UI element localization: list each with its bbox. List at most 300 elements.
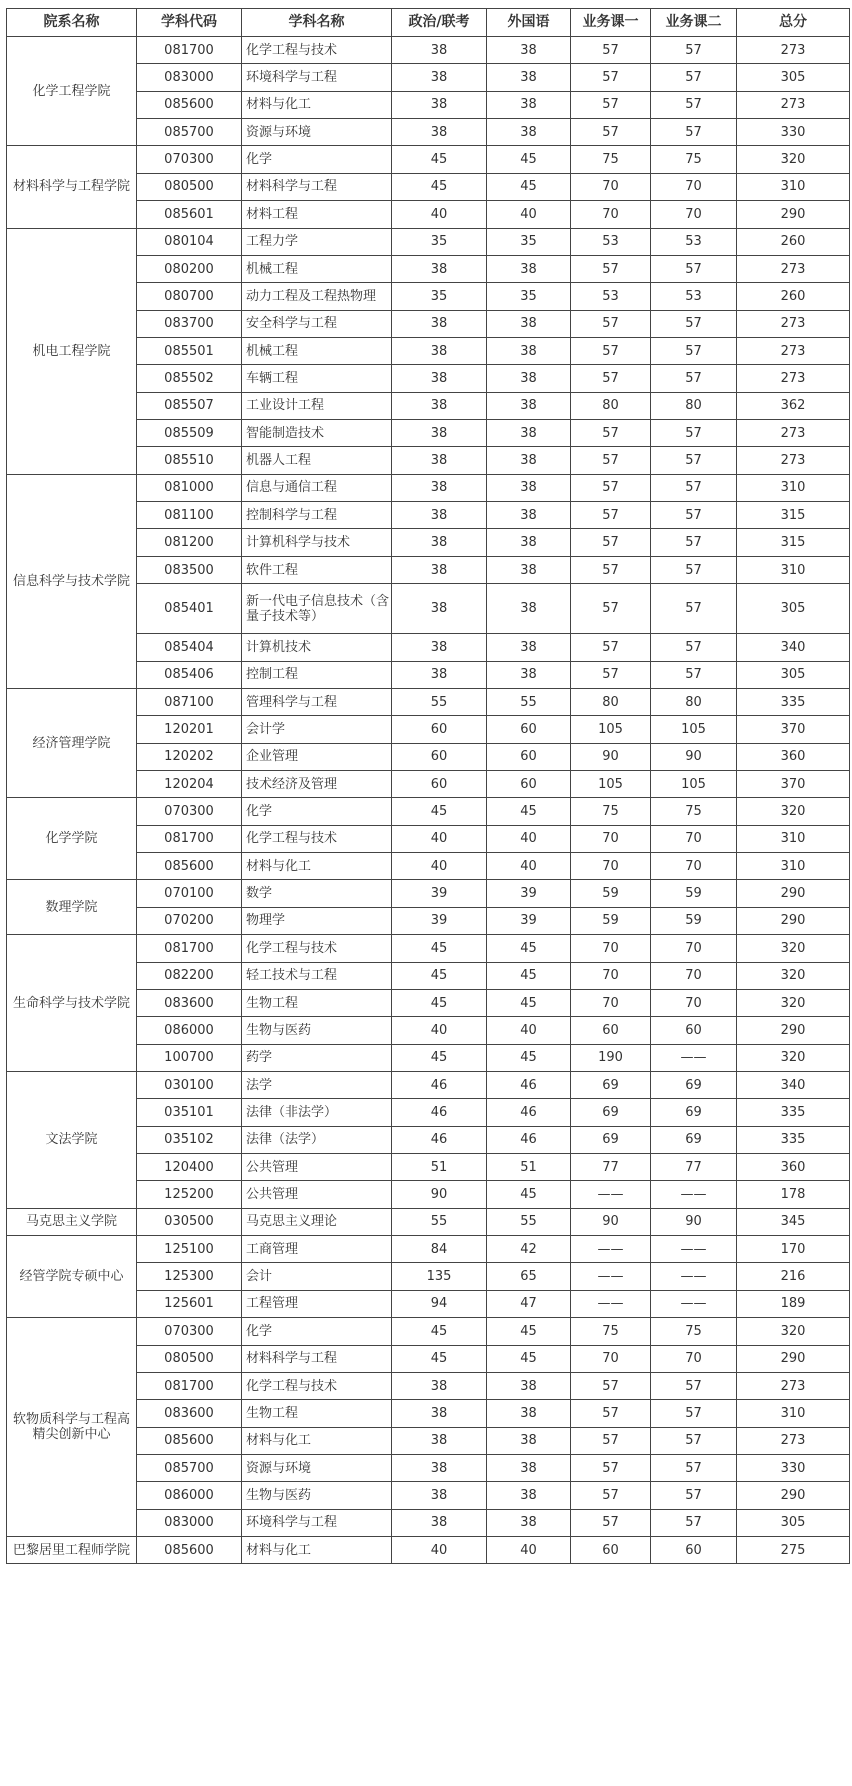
subject-cell: 计算机科学与技术 bbox=[242, 529, 392, 556]
politics-cell: 40 bbox=[392, 853, 487, 880]
subject-cell: 材料与化工 bbox=[242, 1537, 392, 1564]
code-cell: 085600 bbox=[137, 1427, 242, 1454]
code-cell: 085406 bbox=[137, 661, 242, 688]
code-cell: 085507 bbox=[137, 392, 242, 419]
course2-cell: 59 bbox=[651, 880, 737, 907]
course2-cell: 57 bbox=[651, 529, 737, 556]
politics-cell: 46 bbox=[392, 1099, 487, 1126]
subject-cell: 管理科学与工程 bbox=[242, 688, 392, 715]
institute-name-cell: 数理学院 bbox=[7, 880, 137, 935]
course1-cell: 70 bbox=[571, 201, 651, 228]
course2-cell: 57 bbox=[651, 310, 737, 337]
subject-cell: 机械工程 bbox=[242, 337, 392, 364]
institute-name-cell: 软物质科学与工程高精尖创新中心 bbox=[7, 1318, 137, 1537]
subject-cell: 技术经济及管理 bbox=[242, 770, 392, 797]
course1-cell: 57 bbox=[571, 365, 651, 392]
table-row bbox=[7, 688, 850, 715]
code-cell: 081100 bbox=[137, 502, 242, 529]
foreign-cell: 38 bbox=[487, 1509, 571, 1536]
total-cell: 290 bbox=[737, 1482, 850, 1509]
course1-cell: 57 bbox=[571, 529, 651, 556]
course1-cell: 57 bbox=[571, 37, 651, 64]
table-row bbox=[7, 1537, 850, 1564]
subject-cell: 工程管理 bbox=[242, 1290, 392, 1317]
subject-cell: 软件工程 bbox=[242, 556, 392, 583]
foreign-cell: 38 bbox=[487, 634, 571, 661]
subject-cell: 车辆工程 bbox=[242, 365, 392, 392]
politics-cell: 40 bbox=[392, 825, 487, 852]
course1-cell: 77 bbox=[571, 1154, 651, 1181]
foreign-cell: 45 bbox=[487, 935, 571, 962]
code-cell: 125601 bbox=[137, 1290, 242, 1317]
politics-cell: 45 bbox=[392, 1345, 487, 1372]
institute-name-cell: 马克思主义学院 bbox=[7, 1208, 137, 1235]
politics-cell: 55 bbox=[392, 1208, 487, 1235]
total-cell: 320 bbox=[737, 989, 850, 1016]
table-row bbox=[7, 1071, 850, 1098]
course2-cell: 70 bbox=[651, 989, 737, 1016]
course2-cell: 57 bbox=[651, 365, 737, 392]
politics-cell: 38 bbox=[392, 310, 487, 337]
foreign-cell: 39 bbox=[487, 907, 571, 934]
code-cell: 085509 bbox=[137, 420, 242, 447]
politics-cell: 38 bbox=[392, 474, 487, 501]
subject-cell: 工业设计工程 bbox=[242, 392, 392, 419]
code-cell: 070100 bbox=[137, 880, 242, 907]
subject-cell: 材料工程 bbox=[242, 201, 392, 228]
course1-cell: 57 bbox=[571, 64, 651, 91]
course1-cell: 190 bbox=[571, 1044, 651, 1071]
course1-cell: 80 bbox=[571, 688, 651, 715]
code-cell: 086000 bbox=[137, 1017, 242, 1044]
politics-cell: 45 bbox=[392, 173, 487, 200]
course2-cell: —— bbox=[651, 1263, 737, 1290]
total-cell: 273 bbox=[737, 337, 850, 364]
code-cell: 085401 bbox=[137, 584, 242, 634]
code-cell: 035101 bbox=[137, 1099, 242, 1126]
total-cell: 260 bbox=[737, 228, 850, 255]
course1-cell: 57 bbox=[571, 661, 651, 688]
foreign-cell: 38 bbox=[487, 365, 571, 392]
institute-name-cell: 化学学院 bbox=[7, 798, 137, 880]
table-row bbox=[7, 798, 850, 825]
foreign-cell: 35 bbox=[487, 228, 571, 255]
course1-cell: 69 bbox=[571, 1099, 651, 1126]
politics-cell: 45 bbox=[392, 935, 487, 962]
total-cell: 290 bbox=[737, 201, 850, 228]
foreign-cell: 45 bbox=[487, 146, 571, 173]
course2-cell: 69 bbox=[651, 1099, 737, 1126]
total-cell: 305 bbox=[737, 64, 850, 91]
politics-cell: 38 bbox=[392, 119, 487, 146]
politics-cell: 38 bbox=[392, 1372, 487, 1399]
foreign-cell: 46 bbox=[487, 1099, 571, 1126]
foreign-cell: 40 bbox=[487, 1017, 571, 1044]
header-course-two: 业务课二 bbox=[651, 9, 737, 37]
foreign-cell: 40 bbox=[487, 825, 571, 852]
politics-cell: 45 bbox=[392, 989, 487, 1016]
course2-cell: 57 bbox=[651, 91, 737, 118]
course1-cell: 75 bbox=[571, 146, 651, 173]
course2-cell: 105 bbox=[651, 716, 737, 743]
header-course-one: 业务课一 bbox=[571, 9, 651, 37]
course2-cell: 57 bbox=[651, 337, 737, 364]
foreign-cell: 45 bbox=[487, 1345, 571, 1372]
table-row bbox=[7, 474, 850, 501]
subject-cell: 资源与环境 bbox=[242, 1454, 392, 1481]
subject-cell: 马克思主义理论 bbox=[242, 1208, 392, 1235]
course1-cell: 53 bbox=[571, 228, 651, 255]
institute-name-cell: 文法学院 bbox=[7, 1071, 137, 1208]
politics-cell: 38 bbox=[392, 556, 487, 583]
total-cell: 315 bbox=[737, 502, 850, 529]
subject-cell: 机器人工程 bbox=[242, 447, 392, 474]
course1-cell: 57 bbox=[571, 310, 651, 337]
code-cell: 030500 bbox=[137, 1208, 242, 1235]
code-cell: 085510 bbox=[137, 447, 242, 474]
course2-cell: 57 bbox=[651, 1400, 737, 1427]
subject-cell: 环境科学与工程 bbox=[242, 1509, 392, 1536]
politics-cell: 38 bbox=[392, 37, 487, 64]
course2-cell: 70 bbox=[651, 1345, 737, 1372]
foreign-cell: 38 bbox=[487, 474, 571, 501]
course1-cell: 57 bbox=[571, 1400, 651, 1427]
subject-cell: 化学工程与技术 bbox=[242, 1372, 392, 1399]
subject-cell: 工商管理 bbox=[242, 1236, 392, 1263]
foreign-cell: 45 bbox=[487, 989, 571, 1016]
course1-cell: 59 bbox=[571, 880, 651, 907]
course2-cell: 70 bbox=[651, 825, 737, 852]
course1-cell: 57 bbox=[571, 1454, 651, 1481]
subject-cell: 法律（法学） bbox=[242, 1126, 392, 1153]
politics-cell: 40 bbox=[392, 1017, 487, 1044]
subject-cell: 数学 bbox=[242, 880, 392, 907]
code-cell: 083000 bbox=[137, 64, 242, 91]
foreign-cell: 40 bbox=[487, 201, 571, 228]
course2-cell: 70 bbox=[651, 962, 737, 989]
total-cell: 370 bbox=[737, 716, 850, 743]
politics-cell: 38 bbox=[392, 447, 487, 474]
code-cell: 085600 bbox=[137, 1537, 242, 1564]
total-cell: 273 bbox=[737, 37, 850, 64]
course1-cell: 60 bbox=[571, 1537, 651, 1564]
politics-cell: 38 bbox=[392, 365, 487, 392]
politics-cell: 40 bbox=[392, 1537, 487, 1564]
foreign-cell: 38 bbox=[487, 91, 571, 118]
foreign-cell: 38 bbox=[487, 420, 571, 447]
politics-cell: 38 bbox=[392, 661, 487, 688]
subject-cell: 机械工程 bbox=[242, 255, 392, 282]
total-cell: 260 bbox=[737, 283, 850, 310]
course1-cell: 57 bbox=[571, 1372, 651, 1399]
code-cell: 120201 bbox=[137, 716, 242, 743]
code-cell: 081000 bbox=[137, 474, 242, 501]
course1-cell: 60 bbox=[571, 1017, 651, 1044]
course2-cell: 57 bbox=[651, 447, 737, 474]
politics-cell: 45 bbox=[392, 146, 487, 173]
course2-cell: 57 bbox=[651, 584, 737, 634]
foreign-cell: 60 bbox=[487, 743, 571, 770]
course2-cell: —— bbox=[651, 1181, 737, 1208]
course2-cell: 105 bbox=[651, 770, 737, 797]
foreign-cell: 60 bbox=[487, 716, 571, 743]
code-cell: 081700 bbox=[137, 37, 242, 64]
course2-cell: 53 bbox=[651, 283, 737, 310]
subject-cell: 新一代电子信息技术（含量子技术等） bbox=[242, 584, 392, 634]
code-cell: 082200 bbox=[137, 962, 242, 989]
course1-cell: 57 bbox=[571, 584, 651, 634]
code-cell: 085600 bbox=[137, 91, 242, 118]
politics-cell: 46 bbox=[392, 1071, 487, 1098]
total-cell: 335 bbox=[737, 1099, 850, 1126]
total-cell: 335 bbox=[737, 688, 850, 715]
course2-cell: 70 bbox=[651, 201, 737, 228]
subject-cell: 生物与医药 bbox=[242, 1482, 392, 1509]
course2-cell: 75 bbox=[651, 798, 737, 825]
politics-cell: 94 bbox=[392, 1290, 487, 1317]
course2-cell: 57 bbox=[651, 37, 737, 64]
politics-cell: 38 bbox=[392, 502, 487, 529]
table-row bbox=[7, 935, 850, 962]
politics-cell: 51 bbox=[392, 1154, 487, 1181]
foreign-cell: 38 bbox=[487, 1482, 571, 1509]
course2-cell: 59 bbox=[651, 907, 737, 934]
foreign-cell: 38 bbox=[487, 1400, 571, 1427]
subject-cell: 工程力学 bbox=[242, 228, 392, 255]
course1-cell: 57 bbox=[571, 447, 651, 474]
code-cell: 035102 bbox=[137, 1126, 242, 1153]
total-cell: 310 bbox=[737, 556, 850, 583]
total-cell: 362 bbox=[737, 392, 850, 419]
politics-cell: 38 bbox=[392, 337, 487, 364]
politics-cell: 60 bbox=[392, 743, 487, 770]
total-cell: 273 bbox=[737, 1427, 850, 1454]
course1-cell: 75 bbox=[571, 798, 651, 825]
foreign-cell: 38 bbox=[487, 255, 571, 282]
subject-cell: 信息与通信工程 bbox=[242, 474, 392, 501]
course1-cell: 70 bbox=[571, 853, 651, 880]
course1-cell: 57 bbox=[571, 502, 651, 529]
total-cell: 340 bbox=[737, 1071, 850, 1098]
total-cell: 273 bbox=[737, 420, 850, 447]
course1-cell: 57 bbox=[571, 119, 651, 146]
header-institute: 院系名称 bbox=[7, 9, 137, 37]
total-cell: 273 bbox=[737, 310, 850, 337]
code-cell: 030100 bbox=[137, 1071, 242, 1098]
code-cell: 080500 bbox=[137, 1345, 242, 1372]
total-cell: 305 bbox=[737, 661, 850, 688]
course2-cell: 70 bbox=[651, 853, 737, 880]
code-cell: 080700 bbox=[137, 283, 242, 310]
course1-cell: 70 bbox=[571, 989, 651, 1016]
course2-cell: 57 bbox=[651, 556, 737, 583]
course2-cell: —— bbox=[651, 1044, 737, 1071]
subject-cell: 材料科学与工程 bbox=[242, 173, 392, 200]
course2-cell: 57 bbox=[651, 1454, 737, 1481]
score-table bbox=[6, 8, 850, 1564]
code-cell: 083500 bbox=[137, 556, 242, 583]
code-cell: 120400 bbox=[137, 1154, 242, 1181]
total-cell: 305 bbox=[737, 584, 850, 634]
code-cell: 080104 bbox=[137, 228, 242, 255]
foreign-cell: 42 bbox=[487, 1236, 571, 1263]
course2-cell: 57 bbox=[651, 64, 737, 91]
course1-cell: 70 bbox=[571, 1345, 651, 1372]
institute-name-cell: 信息科学与技术学院 bbox=[7, 474, 137, 688]
subject-cell: 安全科学与工程 bbox=[242, 310, 392, 337]
politics-cell: 38 bbox=[392, 584, 487, 634]
course2-cell: 57 bbox=[651, 1509, 737, 1536]
course1-cell: 80 bbox=[571, 392, 651, 419]
code-cell: 081700 bbox=[137, 1372, 242, 1399]
course2-cell: 69 bbox=[651, 1126, 737, 1153]
foreign-cell: 60 bbox=[487, 770, 571, 797]
total-cell: 310 bbox=[737, 173, 850, 200]
course1-cell: 57 bbox=[571, 1509, 651, 1536]
table-row bbox=[7, 37, 850, 64]
subject-cell: 物理学 bbox=[242, 907, 392, 934]
total-cell: 340 bbox=[737, 634, 850, 661]
course2-cell: 57 bbox=[651, 1372, 737, 1399]
code-cell: 125100 bbox=[137, 1236, 242, 1263]
politics-cell: 45 bbox=[392, 962, 487, 989]
subject-cell: 资源与环境 bbox=[242, 119, 392, 146]
course1-cell: 70 bbox=[571, 935, 651, 962]
subject-cell: 控制工程 bbox=[242, 661, 392, 688]
total-cell: 275 bbox=[737, 1537, 850, 1564]
course1-cell: 90 bbox=[571, 1208, 651, 1235]
politics-cell: 38 bbox=[392, 392, 487, 419]
total-cell: 330 bbox=[737, 119, 850, 146]
course2-cell: 75 bbox=[651, 146, 737, 173]
course1-cell: 69 bbox=[571, 1071, 651, 1098]
foreign-cell: 38 bbox=[487, 502, 571, 529]
politics-cell: 45 bbox=[392, 1318, 487, 1345]
total-cell: 320 bbox=[737, 962, 850, 989]
total-cell: 310 bbox=[737, 474, 850, 501]
foreign-cell: 38 bbox=[487, 447, 571, 474]
foreign-cell: 47 bbox=[487, 1290, 571, 1317]
code-cell: 085700 bbox=[137, 119, 242, 146]
foreign-cell: 55 bbox=[487, 1208, 571, 1235]
subject-cell: 生物工程 bbox=[242, 1400, 392, 1427]
total-cell: 290 bbox=[737, 907, 850, 934]
header-foreign-language: 外国语 bbox=[487, 9, 571, 37]
course2-cell: 57 bbox=[651, 119, 737, 146]
course1-cell: 70 bbox=[571, 173, 651, 200]
total-cell: 360 bbox=[737, 1154, 850, 1181]
politics-cell: 38 bbox=[392, 255, 487, 282]
institute-name-cell: 材料科学与工程学院 bbox=[7, 146, 137, 228]
table-row bbox=[7, 1236, 850, 1263]
total-cell: 273 bbox=[737, 1372, 850, 1399]
subject-cell: 化学 bbox=[242, 146, 392, 173]
course1-cell: 75 bbox=[571, 1318, 651, 1345]
code-cell: 083000 bbox=[137, 1509, 242, 1536]
code-cell: 070300 bbox=[137, 798, 242, 825]
politics-cell: 35 bbox=[392, 283, 487, 310]
course2-cell: 70 bbox=[651, 173, 737, 200]
course2-cell: 80 bbox=[651, 392, 737, 419]
politics-cell: 39 bbox=[392, 880, 487, 907]
course2-cell: 57 bbox=[651, 661, 737, 688]
code-cell: 081200 bbox=[137, 529, 242, 556]
course1-cell: 57 bbox=[571, 337, 651, 364]
course2-cell: 57 bbox=[651, 1482, 737, 1509]
institute-name-cell: 巴黎居里工程师学院 bbox=[7, 1537, 137, 1564]
course1-cell: 70 bbox=[571, 962, 651, 989]
table-row bbox=[7, 1318, 850, 1345]
foreign-cell: 38 bbox=[487, 337, 571, 364]
code-cell: 087100 bbox=[137, 688, 242, 715]
code-cell: 085601 bbox=[137, 201, 242, 228]
code-cell: 085404 bbox=[137, 634, 242, 661]
total-cell: 360 bbox=[737, 743, 850, 770]
subject-cell: 生物与医药 bbox=[242, 1017, 392, 1044]
course1-cell: 57 bbox=[571, 474, 651, 501]
subject-cell: 化学工程与技术 bbox=[242, 37, 392, 64]
foreign-cell: 35 bbox=[487, 283, 571, 310]
subject-cell: 化学工程与技术 bbox=[242, 935, 392, 962]
subject-cell: 化学 bbox=[242, 1318, 392, 1345]
politics-cell: 46 bbox=[392, 1126, 487, 1153]
total-cell: 170 bbox=[737, 1236, 850, 1263]
foreign-cell: 38 bbox=[487, 37, 571, 64]
subject-cell: 环境科学与工程 bbox=[242, 64, 392, 91]
course1-cell: 57 bbox=[571, 420, 651, 447]
course2-cell: 77 bbox=[651, 1154, 737, 1181]
foreign-cell: 38 bbox=[487, 1372, 571, 1399]
code-cell: 085501 bbox=[137, 337, 242, 364]
total-cell: 330 bbox=[737, 1454, 850, 1481]
foreign-cell: 38 bbox=[487, 1454, 571, 1481]
course2-cell: 57 bbox=[651, 1427, 737, 1454]
course1-cell: 70 bbox=[571, 825, 651, 852]
total-cell: 305 bbox=[737, 1509, 850, 1536]
total-cell: 315 bbox=[737, 529, 850, 556]
foreign-cell: 38 bbox=[487, 64, 571, 91]
foreign-cell: 40 bbox=[487, 853, 571, 880]
foreign-cell: 45 bbox=[487, 798, 571, 825]
foreign-cell: 38 bbox=[487, 119, 571, 146]
foreign-cell: 38 bbox=[487, 310, 571, 337]
politics-cell: 38 bbox=[392, 1454, 487, 1481]
header-code: 学科代码 bbox=[137, 9, 242, 37]
foreign-cell: 45 bbox=[487, 1318, 571, 1345]
foreign-cell: 45 bbox=[487, 173, 571, 200]
course1-cell: 57 bbox=[571, 556, 651, 583]
course2-cell: 57 bbox=[651, 255, 737, 282]
foreign-cell: 45 bbox=[487, 1181, 571, 1208]
politics-cell: 38 bbox=[392, 634, 487, 661]
course2-cell: 75 bbox=[651, 1318, 737, 1345]
course1-cell: 59 bbox=[571, 907, 651, 934]
course2-cell: 57 bbox=[651, 420, 737, 447]
course1-cell: 57 bbox=[571, 1427, 651, 1454]
politics-cell: 135 bbox=[392, 1263, 487, 1290]
foreign-cell: 46 bbox=[487, 1126, 571, 1153]
subject-cell: 化学工程与技术 bbox=[242, 825, 392, 852]
course2-cell: 69 bbox=[651, 1071, 737, 1098]
course1-cell: —— bbox=[571, 1263, 651, 1290]
course2-cell: 60 bbox=[651, 1537, 737, 1564]
code-cell: 125200 bbox=[137, 1181, 242, 1208]
table-row bbox=[7, 1208, 850, 1235]
politics-cell: 38 bbox=[392, 529, 487, 556]
politics-cell: 84 bbox=[392, 1236, 487, 1263]
course1-cell: 57 bbox=[571, 91, 651, 118]
total-cell: 320 bbox=[737, 935, 850, 962]
